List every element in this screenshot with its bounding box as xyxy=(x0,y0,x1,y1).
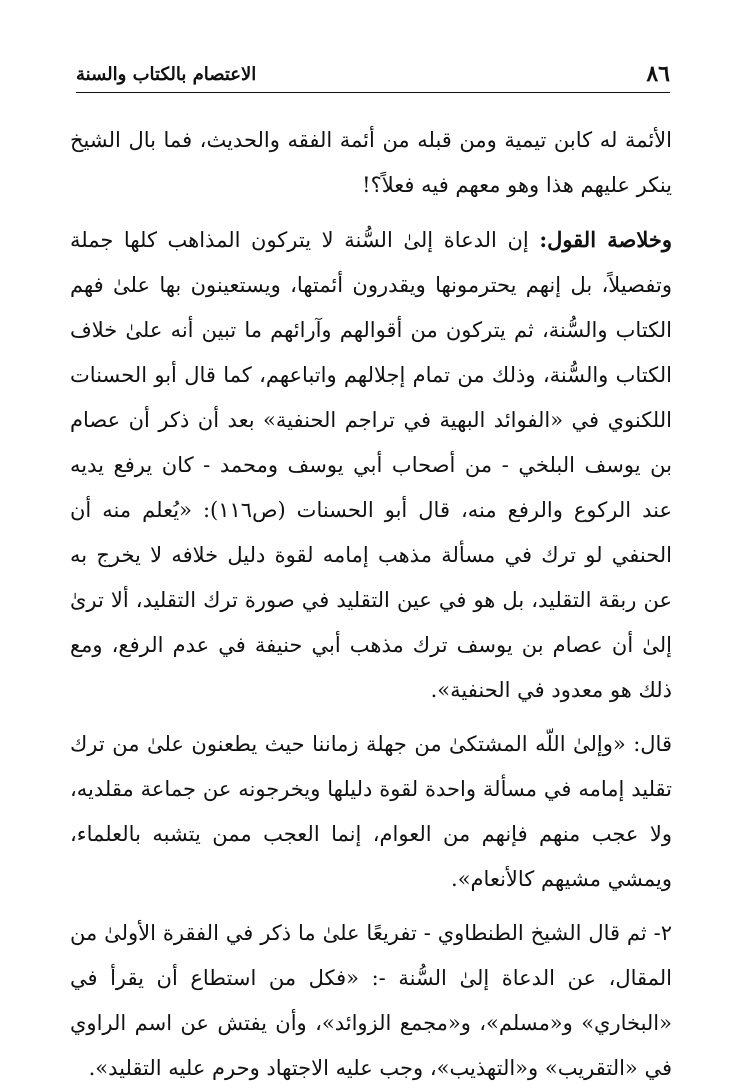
paragraph-text: الأئمة له كابن تيمية ومن قبله من أئمة الفقه والحديث، فما بال الشيخ ينكر عليهم هذا وهو معهم فيه فعلاً؟! xyxy=(70,128,672,197)
paragraph-text: قال: «وإلىٰ اللّه المشتكىٰ من جهلة زماننا حيث يطعنون علىٰ من ترك تقليد إمامه في مسألة واحدة لقوة دليلها ويخرجونه عن جماعة مقلديه، ولا عجب منهم فإنهم من العوام، إنما العجب ممن يتشبه بالعلماء، ويمشي مشيهم كالأنعام». xyxy=(70,732,672,891)
paragraph xyxy=(70,118,672,208)
paragraph-lead: وخلاصة القول: xyxy=(539,227,672,252)
paragraph xyxy=(70,217,672,713)
page-body xyxy=(70,118,672,1091)
paragraph xyxy=(70,722,672,902)
running-title: الاعتصام بالكتاب والسنة xyxy=(76,63,257,85)
paragraph-text: ٢- ثم قال الشيخ الطنطاوي - تفريعًا علىٰ ما ذكر في الفقرة الأولىٰ من المقال، عن الدعاة إلىٰ السُّنة -: «فكل من استطاع أن يقرأ في «البخاري» و«مسلم»، و«مجمع الزوائد»، وأن يفتش عن اسم الراوي في «التقريب» و«التهذيب»، وجب عليه الاجتهاد وحرم عليه التقليد». xyxy=(70,921,672,1080)
page-header xyxy=(76,56,670,93)
page-number: ٨٦ xyxy=(646,61,670,87)
paragraph xyxy=(70,911,672,1091)
paragraph-text: إن الدعاة إلىٰ السُّنة لا يتركون المذاهب كلها جملة وتفصيلاً، بل إنهم يحترمونها ويقدرون أئمتها، ويستعينون بها علىٰ فهم الكتاب والسُّنة، ثم يتركون من أقوالهم وآرائهم ما تبين أنه علىٰ خلاف الكتاب والسُّنة، وذلك من تمام إجلالهم واتباعهم، كما قال أبو الحسنات اللكنوي في «الفوائد البهية في تراجم الحنفية» بعد أن ذكر أن عصام بن يوسف البلخي - من أصحاب أبي يوسف ومحمد - كان يرفع يديه عند الركوع والرفع منه، قال أبو الحسنات (ص١١٦): «يُعلم منه أن الحنفي لو ترك في مسألة مذهب إمامه لقوة دليل خلافه لا يخرج به عن ربقة التقليد، بل هو في عين التقليد في صورة ترك التقليد، ألا ترىٰ إلىٰ أن عصام بن يوسف ترك مذهب أبي حنيفة في عدم الرفع، ومع ذلك هو معدود في الحنفية». xyxy=(70,228,672,702)
